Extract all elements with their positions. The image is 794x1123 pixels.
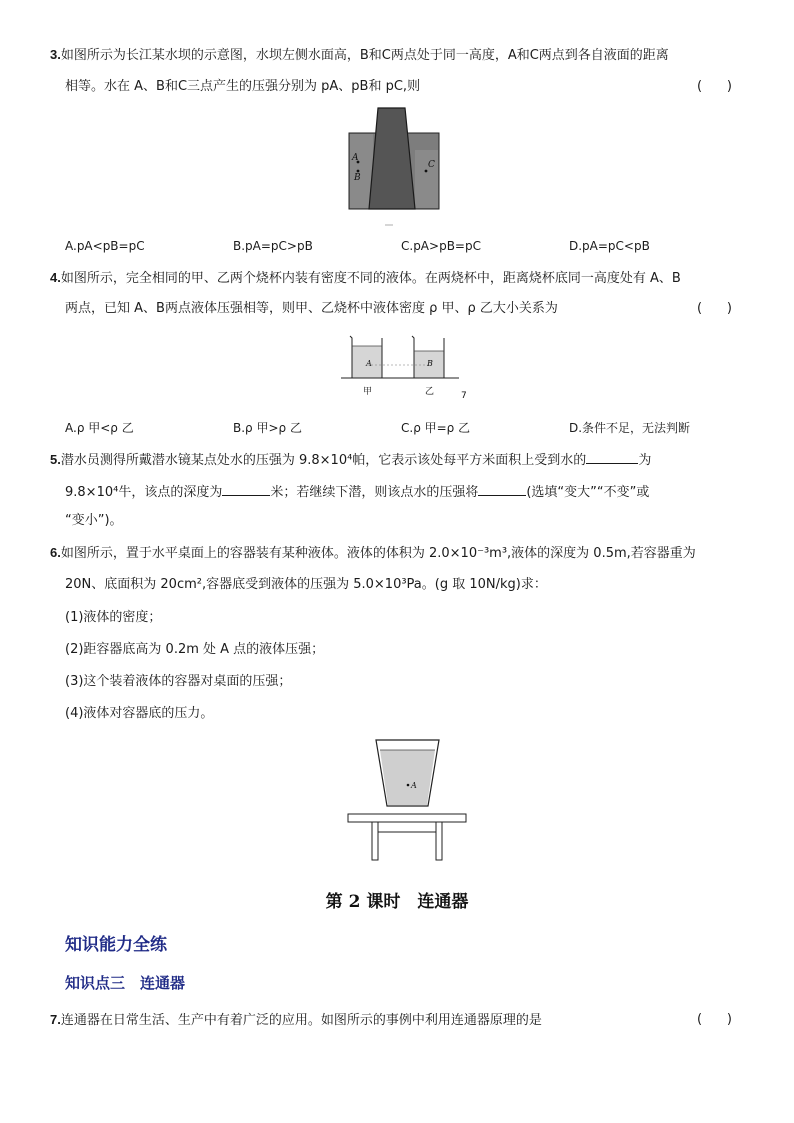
q3-option-a: A.pA<pB=pC	[65, 239, 145, 253]
label-a: A	[352, 153, 359, 163]
q5-line3: “变小”)。	[65, 513, 123, 528]
q6-line1	[50, 545, 696, 562]
q5-text-2b: 米；若继续下潜，则该点水的压强将	[270, 485, 479, 500]
label-c: C	[428, 160, 435, 170]
q3-line2: 相等。水在 A、B和C三点产生的压强分别为 pA、pB和 pC,则	[65, 79, 421, 94]
q5-text-2a: 9.8×10⁴牛，该点的深度为	[65, 485, 223, 500]
q3-option-c: C.pA>pB=pC	[401, 239, 481, 253]
q3-option-d: D.pA=pC<pB	[569, 239, 650, 253]
right-water	[415, 150, 438, 208]
label-b-beaker: B	[427, 359, 433, 368]
label-jia: 甲	[363, 387, 373, 397]
q4-option-d: D.条件不足，无法判断	[569, 421, 691, 435]
q6-sub-1: (1)液体的密度；	[65, 610, 162, 625]
q4-number: 4.	[50, 270, 61, 285]
q7-text: 连通器在日常生活、生产中有着广泛的应用。如图所示的事例中利用连通器原理的是	[60, 1013, 542, 1028]
q6-sub-4: (4)液体对容器底的压力。	[65, 706, 214, 721]
stray-mark: 7	[461, 391, 467, 401]
table-top	[348, 814, 466, 822]
q7-number: 7.	[50, 1012, 61, 1027]
q7-answer-paren: ( )	[697, 1012, 732, 1027]
q5-text-2c: (选填“变大”“不变”或	[526, 485, 650, 500]
dam-wall	[369, 108, 415, 209]
q4-text-1: 如图所示，完全相同的甲、乙两个烧杯内装有密度不同的液体。在两烧杯中，距离烧杯底同一高度处有 A、B	[60, 271, 681, 286]
label-yi: 乙	[425, 387, 435, 397]
knowledge-point-heading: 知识点三 连通器	[65, 974, 186, 992]
q4-option-a: A.ρ 甲<ρ 乙	[65, 421, 134, 435]
q5-text-1b: 为	[638, 453, 652, 468]
q4-option-b: B.ρ 甲>ρ 乙	[233, 421, 302, 435]
q4-line1	[50, 270, 681, 287]
q6-number: 6.	[50, 545, 61, 560]
q4-answer-paren: ( )	[697, 301, 732, 316]
section-heading: 知识能力全练	[65, 935, 167, 955]
q5-text-1a: 潜水员测得所戴潜水镜某点处水的压强为 9.8×10⁴帕，它表示该处每平方米面积上受到水的	[60, 453, 587, 468]
container-liquid	[380, 750, 435, 805]
q6-sub-2: (2)距容器底高为 0.2m 处 A 点的液体压强；	[65, 642, 325, 657]
q7-line1	[50, 1012, 542, 1029]
dam-diagram	[349, 108, 439, 218]
table-leg-right	[436, 822, 442, 860]
q3-option-b: B.pA=pC>pB	[233, 239, 313, 253]
q3-line1	[50, 47, 669, 64]
q3-text-1: 如图所示为长江某水坝的示意图，水坝左侧水面高，B和C两点处于同一高度，A和C两点到各自液面的距离	[60, 48, 669, 63]
q5-line2	[65, 483, 649, 501]
q5-blank-1	[586, 451, 638, 464]
beakers-diagram	[341, 334, 466, 399]
q6-text-1: 如图所示，置于水平桌面上的容器装有某种液体。液体的体积为 2.0×10⁻³m³,液体的深度为 0.5m,若容器重为	[60, 546, 696, 561]
label-a-point: A	[411, 781, 417, 790]
q6-line2: 20N、底面积为 20cm²,容器底受到液体的压强为 5.0×10³Pa。(g 取 10N/kg)求：	[65, 577, 547, 592]
q5-number: 5.	[50, 452, 61, 467]
q4-line2: 两点，已知 A、B两点液体压强相等，则甲、乙烧杯中液体密度 ρ 甲、ρ 乙大小关系为	[65, 301, 558, 316]
q5-blank-3	[478, 483, 526, 496]
q3-answer-paren: ( )	[697, 79, 732, 94]
q5-line1	[50, 451, 651, 469]
q5-blank-2	[222, 483, 270, 496]
label-b: B	[354, 173, 361, 183]
label-a-beaker: A	[366, 359, 372, 368]
q3-number: 3.	[50, 47, 61, 62]
lesson-title: 第 2 课时 连通器	[325, 892, 469, 912]
q4-option-c: C.ρ 甲=ρ 乙	[401, 421, 471, 435]
q6-sub-3: (3)这个装着液体的容器对桌面的压强；	[65, 674, 292, 689]
container-on-table-diagram	[347, 738, 467, 863]
table-leg-left	[372, 822, 378, 860]
